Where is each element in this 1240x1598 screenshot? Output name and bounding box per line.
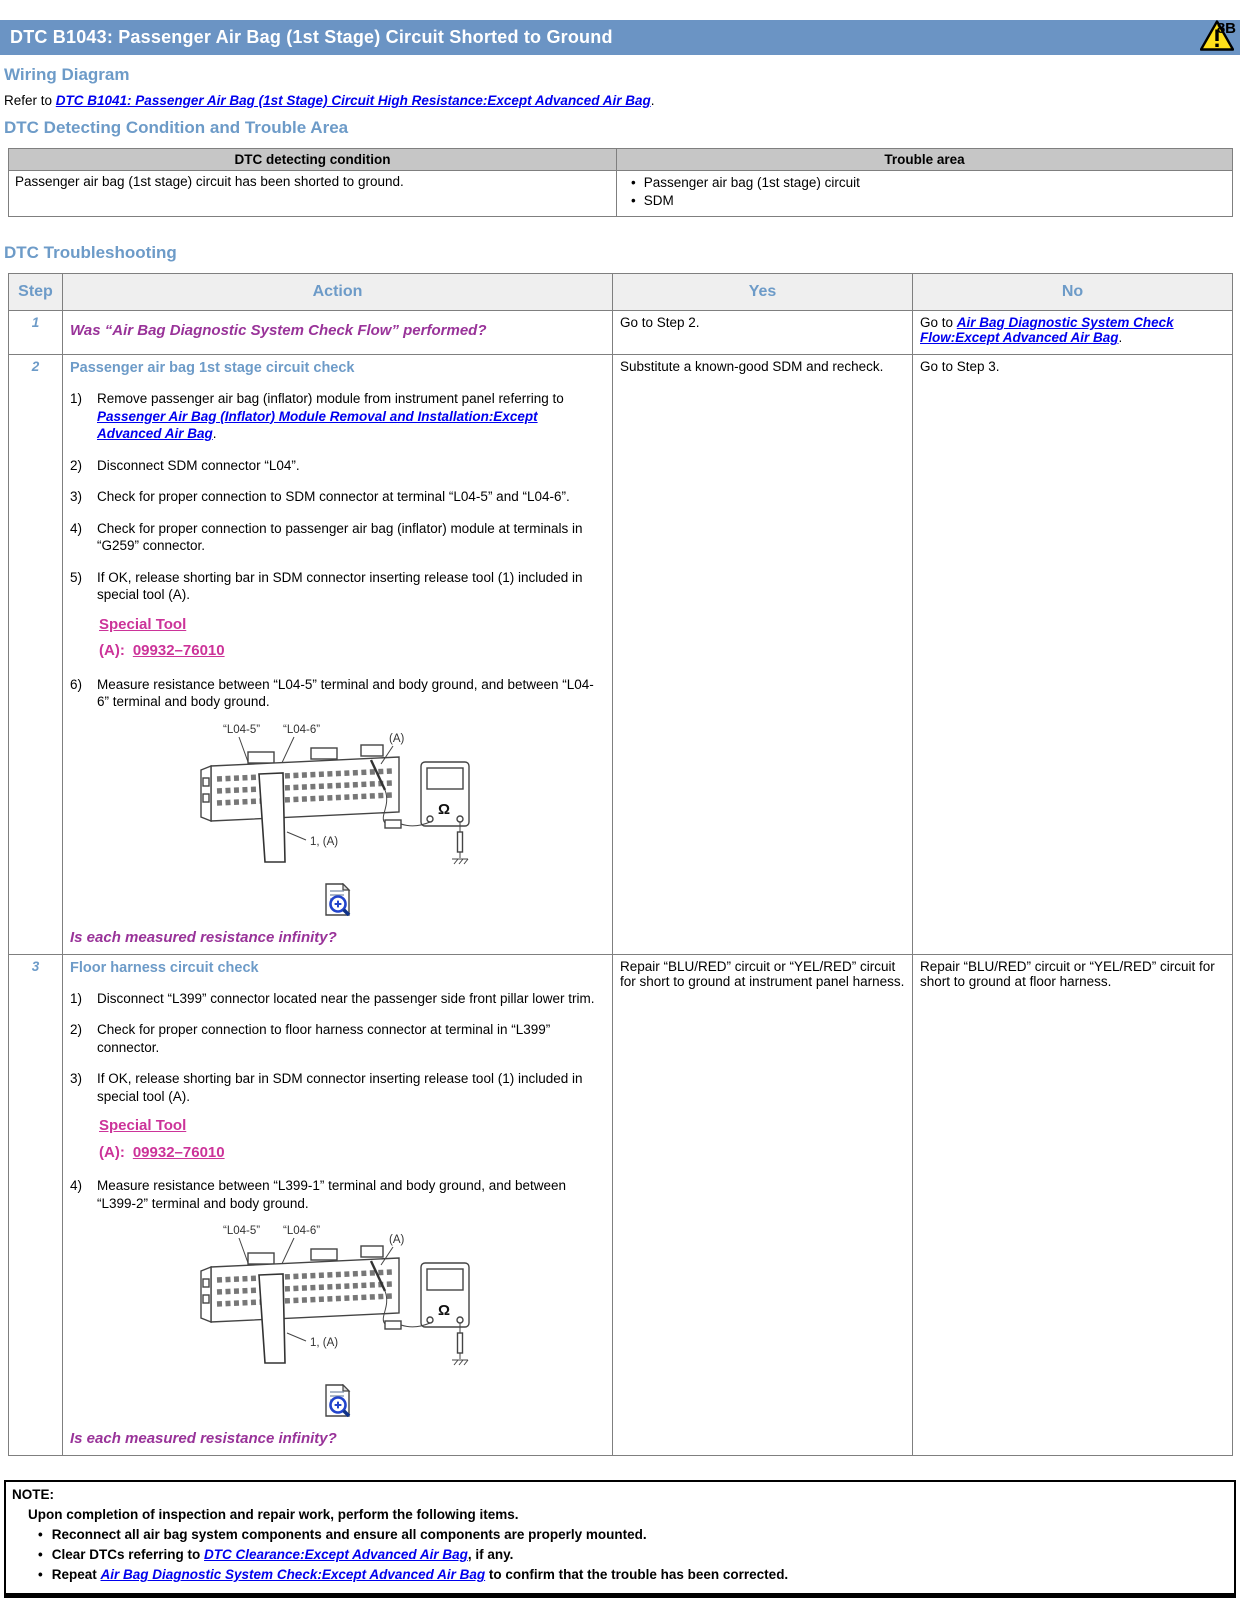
release-tool	[259, 1274, 285, 1363]
special-tool-block	[99, 616, 601, 660]
col-header-trouble-area: Trouble area	[617, 149, 1233, 171]
step-number: 2	[9, 355, 63, 955]
refer-link-dtc-b1041[interactable]: DTC B1041: Passenger Air Bag (1st Stage) Circuit High Resistance:Except Advanced Air Bag	[55, 93, 651, 108]
bullet: •	[38, 1547, 43, 1562]
diagram-label-l04-6: “L04-6”	[282, 723, 320, 736]
no-text: .	[1118, 330, 1123, 345]
special-tool-key: (A):	[99, 642, 125, 659]
note-item-text: to confirm that the trouble has been corrected.	[485, 1567, 789, 1582]
note-item-text: Clear DTCs referring to	[51, 1547, 205, 1562]
step3-no-cell: Repair “BLU/RED” circuit or “YEL/RED” circuit for short to ground at floor harness.	[913, 954, 1233, 1456]
note-intro: Upon completion of inspection and repair work, perform the following items.	[28, 1507, 519, 1522]
list-item-text: If OK, release shorting bar in SDM connector inserting release tool (1) included in special tool (A).	[97, 569, 583, 602]
detecting-condition-table	[8, 148, 1233, 217]
col-header-action: Action	[63, 274, 613, 311]
special-tool-block	[99, 1117, 601, 1161]
connector-measurement-diagram	[70, 722, 605, 875]
step1-yes-cell: Go to Step 2.	[613, 311, 913, 355]
diagram-label-l04-5: “L04-5”	[222, 1225, 260, 1237]
note-link-dtc-clearance[interactable]: DTC Clearance:Except Advanced Air Bag	[204, 1547, 468, 1562]
step2-action-title: Passenger air bag 1st stage circuit check	[70, 360, 355, 376]
ohm-symbol: Ω	[437, 800, 450, 818]
bullet: •	[38, 1527, 43, 1542]
bullet: •	[631, 175, 636, 190]
list-item-number: 4)	[70, 520, 83, 536]
step3-yes-cell: Repair “BLU/RED” circuit or “YEL/RED” circuit for short to ground at instrument panel harness.	[613, 954, 913, 1456]
note-item	[38, 1566, 1226, 1583]
list-item	[70, 390, 605, 443]
list-item-text: Measure resistance between “L04-5” terminal and body ground, and between “L04-6” terminal and body ground.	[97, 676, 594, 709]
note-box	[4, 1480, 1236, 1598]
special-tool-number-link[interactable]: 09932–76010	[132, 642, 225, 659]
list-item-text: Measure resistance between “L399-1” terminal and body ground, and between “L399-2” terminal and body ground.	[97, 1178, 567, 1211]
note-item-text: Repeat	[51, 1567, 101, 1582]
table-row-step-1	[9, 311, 1233, 355]
step1-no-cell	[913, 311, 1233, 355]
list-item-text: If OK, release shorting bar in SDM connector inserting release tool (1) included in special tool (A).	[97, 1071, 583, 1104]
detecting-condition-cell: Passenger air bag (1st stage) circuit has been shorted to ground.	[9, 171, 617, 217]
diagram-label-tool: 1, (A)	[309, 1337, 338, 1349]
special-tool-number-link[interactable]: 09932–76010	[132, 1143, 225, 1161]
col-header-yes: Yes	[613, 274, 913, 311]
note-item-text: Reconnect all air bag system components and ensure all components are properly mounted.	[51, 1527, 647, 1542]
special-tool-link[interactable]: Special Tool	[99, 1117, 187, 1134]
step-number: 1	[9, 311, 63, 355]
diagram-label-probe: (A)	[388, 732, 404, 745]
list-item-text: Check for proper connection to SDM connector at terminal “L04-5” and “L04-6”.	[97, 489, 570, 504]
section-heading-troubleshooting: DTC Troubleshooting	[4, 243, 177, 262]
step2-no-cell: Go to Step 3.	[913, 355, 1233, 955]
diagram-label-probe: (A)	[388, 1234, 404, 1246]
note-item	[38, 1526, 1226, 1543]
list-item	[70, 569, 605, 662]
step2-yes-cell: Substitute a known-good SDM and recheck.	[613, 355, 913, 955]
list-item	[70, 1021, 605, 1056]
connector-tab	[248, 752, 274, 763]
trouble-area-item	[623, 174, 1226, 192]
special-tool-link[interactable]: Special Tool	[99, 615, 187, 633]
note-item-text: , if any.	[467, 1547, 514, 1562]
note-link-system-check[interactable]: Air Bag Diagnostic System Check:Except Advanced Air Bag	[100, 1567, 486, 1582]
trouble-area-item	[623, 192, 1226, 210]
diagram-label-tool: 1, (A)	[309, 835, 338, 848]
list-item-number: 5)	[70, 569, 83, 585]
list-item-text: Disconnect SDM connector “L04”.	[97, 457, 300, 473]
note-label: NOTE:	[12, 1487, 54, 1502]
note-item	[38, 1546, 1226, 1563]
step1-question: Was “Air Bag Diagnostic System Check Flow” performed?	[70, 322, 487, 339]
section-heading-wiring-diagram: Wiring Diagram	[4, 65, 130, 84]
list-item-text: Disconnect “L399” connector located near the passenger side front pillar lower trim.	[97, 990, 595, 1006]
list-item-number: 2)	[70, 457, 83, 473]
list-item-text: Remove passenger air bag (inflator) module from instrument panel referring to	[97, 391, 564, 406]
col-header-step: Step	[9, 274, 63, 311]
trouble-area-item-label: SDM	[643, 193, 674, 208]
bullet: •	[631, 193, 636, 208]
list-item	[70, 488, 605, 506]
list-item-number: 3)	[70, 489, 83, 504]
list-item	[70, 676, 605, 711]
connector-measurement-diagram	[70, 1223, 605, 1376]
table-header-row	[9, 274, 1233, 311]
refer-prefix: Refer to	[4, 93, 56, 108]
refer-suffix: .	[650, 93, 655, 108]
list-item-number: 4)	[70, 1178, 83, 1193]
step3-action-title: Floor harness circuit check	[70, 959, 259, 976]
list-item	[70, 1070, 605, 1163]
list-item-number: 2)	[70, 1022, 83, 1037]
special-tool-key: (A):	[99, 1143, 125, 1161]
col-header-dtc-detecting-condition: DTC detecting condition	[9, 149, 617, 171]
page-title: DTC B1043: Passenger Air Bag (1st Stage) Circuit Shorted to Ground	[10, 27, 613, 47]
step2-question: Is each measured resistance infinity?	[70, 928, 337, 946]
zoom-image-icon[interactable]	[323, 904, 352, 919]
table-row-step-3	[9, 954, 1233, 1456]
list-item-number: 1)	[70, 990, 83, 1006]
step2-link-module-removal[interactable]: Passenger Air Bag (Inflator) Module Removal and Installation:Except Advanced Air Bag	[97, 408, 538, 441]
trouble-area-item-label: Passenger air bag (1st stage) circuit	[643, 175, 860, 190]
col-header-no: No	[913, 274, 1233, 311]
list-item	[70, 990, 605, 1008]
page-corner-label: 8B	[1216, 20, 1236, 37]
no-text: Go to	[920, 315, 957, 330]
section-heading-detecting-condition: DTC Detecting Condition and Trouble Area	[4, 118, 349, 137]
table-row-step-2	[9, 355, 1233, 955]
diagram-label-l04-5: “L04-5”	[222, 723, 260, 736]
list-item-number: 1)	[70, 391, 83, 406]
list-item	[70, 457, 605, 475]
list-item	[70, 1177, 605, 1212]
list-item	[70, 520, 605, 555]
bullet: •	[38, 1567, 43, 1582]
list-item-text: Check for proper connection to floor harness connector at terminal in “L399” connector.	[97, 1022, 551, 1055]
diagram-label-l04-6: “L04-6”	[282, 1225, 320, 1237]
step-number: 3	[9, 954, 63, 1456]
step3-question: Is each measured resistance infinity?	[70, 1430, 337, 1447]
wiring-refer-line	[4, 93, 1240, 108]
list-item-text: .	[212, 426, 217, 441]
ohm-symbol: Ω	[437, 1302, 450, 1319]
list-item-number: 6)	[70, 676, 83, 692]
troubleshooting-table	[8, 273, 1233, 1456]
release-tool	[259, 773, 285, 862]
title-bar	[0, 20, 1240, 55]
list-item-text: Check for proper connection to passenger air bag (inflator) module at terminals in “G259” connector.	[97, 520, 583, 553]
list-item-number: 3)	[70, 1071, 83, 1086]
trouble-area-cell	[617, 171, 1233, 217]
step1-no-link-system-check-flow[interactable]: Air Bag Diagnostic System Check Flow:Except Advanced Air Bag	[920, 315, 1174, 345]
